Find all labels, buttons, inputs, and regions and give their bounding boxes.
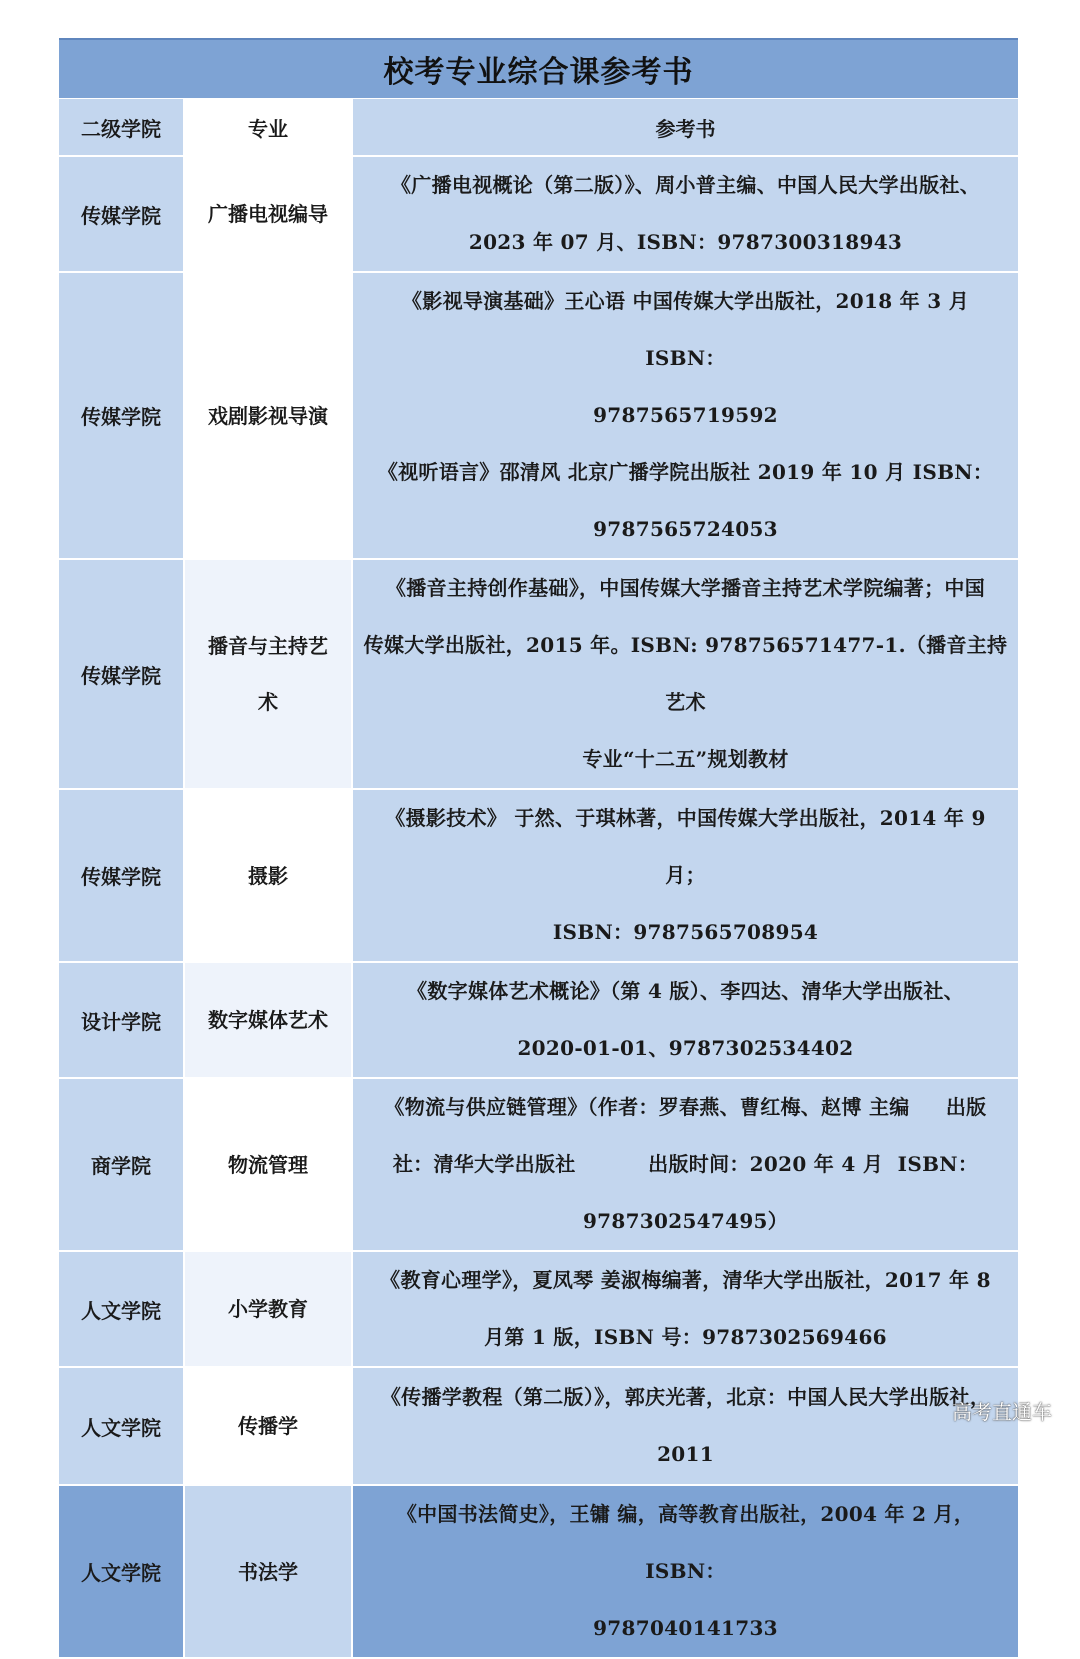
- college-cell: 商学院: [59, 1078, 184, 1251]
- books-cell: [352, 559, 1018, 789]
- book-line: 专业“十二五”规划教材: [582, 747, 789, 771]
- book-line: 《视听语言》邵清风 北京广播学院出版社 2019 年 10 月 ISBN：: [377, 460, 994, 484]
- table-row: [59, 789, 1018, 962]
- major-cell: [184, 1251, 352, 1367]
- table-row: [59, 1485, 1018, 1658]
- major-cell: [184, 1485, 352, 1658]
- book-line: 《影视导演基础》王心语 中国传媒大学出版社，2018 年 3 月 ISBN：: [401, 289, 970, 370]
- table-row: [59, 962, 1018, 1078]
- book-line: 《播音主持创作基础》，中国传媒大学播音主持艺术学院编著；中国: [386, 576, 985, 600]
- book-table: [59, 99, 1018, 1659]
- table-row: [59, 1367, 1018, 1485]
- book-line: 社：清华大学出版社 出版时间：2020 年 4 月 ISBN：: [392, 1152, 979, 1176]
- table-row: [59, 1251, 1018, 1367]
- major-cell: [184, 1078, 352, 1251]
- college-cell: 传媒学院: [59, 272, 184, 559]
- book-line: 《广播电视概论（第二版）》、周小普主编、中国人民大学出版社、: [391, 173, 980, 197]
- major-cell: [184, 962, 352, 1078]
- major-label: 戏剧影视导演: [208, 403, 328, 428]
- major-label: 小学教育: [228, 1297, 308, 1321]
- major-cell: [184, 156, 352, 272]
- book-line: 9787565724053: [593, 517, 778, 541]
- book-line: 9787565719592: [593, 403, 778, 427]
- books-cell: [352, 1367, 1018, 1485]
- book-line: 《摄影技术》 于然、于琪林著，中国传媒大学出版社，2014 年 9 月；: [385, 806, 986, 887]
- table-row: [59, 156, 1018, 272]
- book-line: 《物流与供应链管理》（作者：罗春燕、曹红梅、赵博 主编 出版: [384, 1095, 987, 1119]
- table-row: [59, 1078, 1018, 1251]
- book-line: 传媒大学出版社，2015 年。ISBN: 978756571477-1.（播音主持艺术: [363, 633, 1008, 714]
- major-label: 书法学: [238, 1559, 298, 1584]
- table-title: 校考专业综合课参考书: [59, 38, 1018, 99]
- header-major: 专业: [184, 99, 352, 156]
- books-cell: [352, 156, 1018, 272]
- major-cell: [184, 272, 352, 559]
- book-line: 《中国书法简史》，王镛 编，高等教育出版社，2004 年 2 月，ISBN：: [396, 1502, 975, 1583]
- header-college: 二级学院: [59, 99, 184, 156]
- books-cell: [352, 789, 1018, 962]
- major-label: 播音与主持艺术: [208, 634, 328, 714]
- book-line: 月第 1 版，ISBN 号：9787302569466: [484, 1325, 887, 1349]
- reference-book-table: [59, 38, 1018, 1659]
- book-line: 2011: [657, 1442, 714, 1466]
- major-label: 摄影: [248, 863, 288, 888]
- book-line: 9787302547495）: [582, 1209, 789, 1233]
- major-cell: [184, 559, 352, 789]
- major-label: 广播电视编导: [208, 202, 328, 226]
- book-line: 《传播学教程（第二版）》，郭庆光著，北京：中国人民大学出版社，: [380, 1385, 991, 1409]
- major-label: 物流管理: [228, 1152, 308, 1177]
- book-line: 《数字媒体艺术概论》（第 4 版）、李四达、清华大学出版社、: [407, 979, 964, 1003]
- college-cell: 人文学院: [59, 1367, 184, 1485]
- major-cell: [184, 1367, 352, 1485]
- book-line: 9787040141733: [593, 1616, 778, 1640]
- major-label: 数字媒体艺术: [208, 1008, 328, 1032]
- book-line: 2020-01-01、9787302534402: [517, 1036, 854, 1060]
- college-cell: 人文学院: [59, 1251, 184, 1367]
- college-cell: 人文学院: [59, 1485, 184, 1658]
- books-cell: [352, 1485, 1018, 1658]
- book-line: 《教育心理学》，夏凤琴 姜淑梅编著，清华大学出版社，2017 年 8: [380, 1268, 991, 1292]
- header-books: 参考书: [352, 99, 1018, 156]
- college-cell: 传媒学院: [59, 789, 184, 962]
- college-cell: 设计学院: [59, 962, 184, 1078]
- college-cell: 传媒学院: [59, 559, 184, 789]
- table-row: [59, 559, 1018, 789]
- book-line: 2023 年 07 月、ISBN：9787300318943: [468, 230, 903, 254]
- table-header-row: [59, 99, 1018, 156]
- books-cell: [352, 1251, 1018, 1367]
- table-row: [59, 272, 1018, 559]
- books-cell: [352, 1078, 1018, 1251]
- books-cell: [352, 962, 1018, 1078]
- college-cell: 传媒学院: [59, 156, 184, 272]
- major-label: 传播学: [238, 1414, 298, 1438]
- books-cell: [352, 272, 1018, 559]
- watermark-text: 高考直通车: [952, 1400, 1052, 1424]
- book-line: ISBN：9787565708954: [552, 920, 819, 944]
- major-cell: [184, 789, 352, 962]
